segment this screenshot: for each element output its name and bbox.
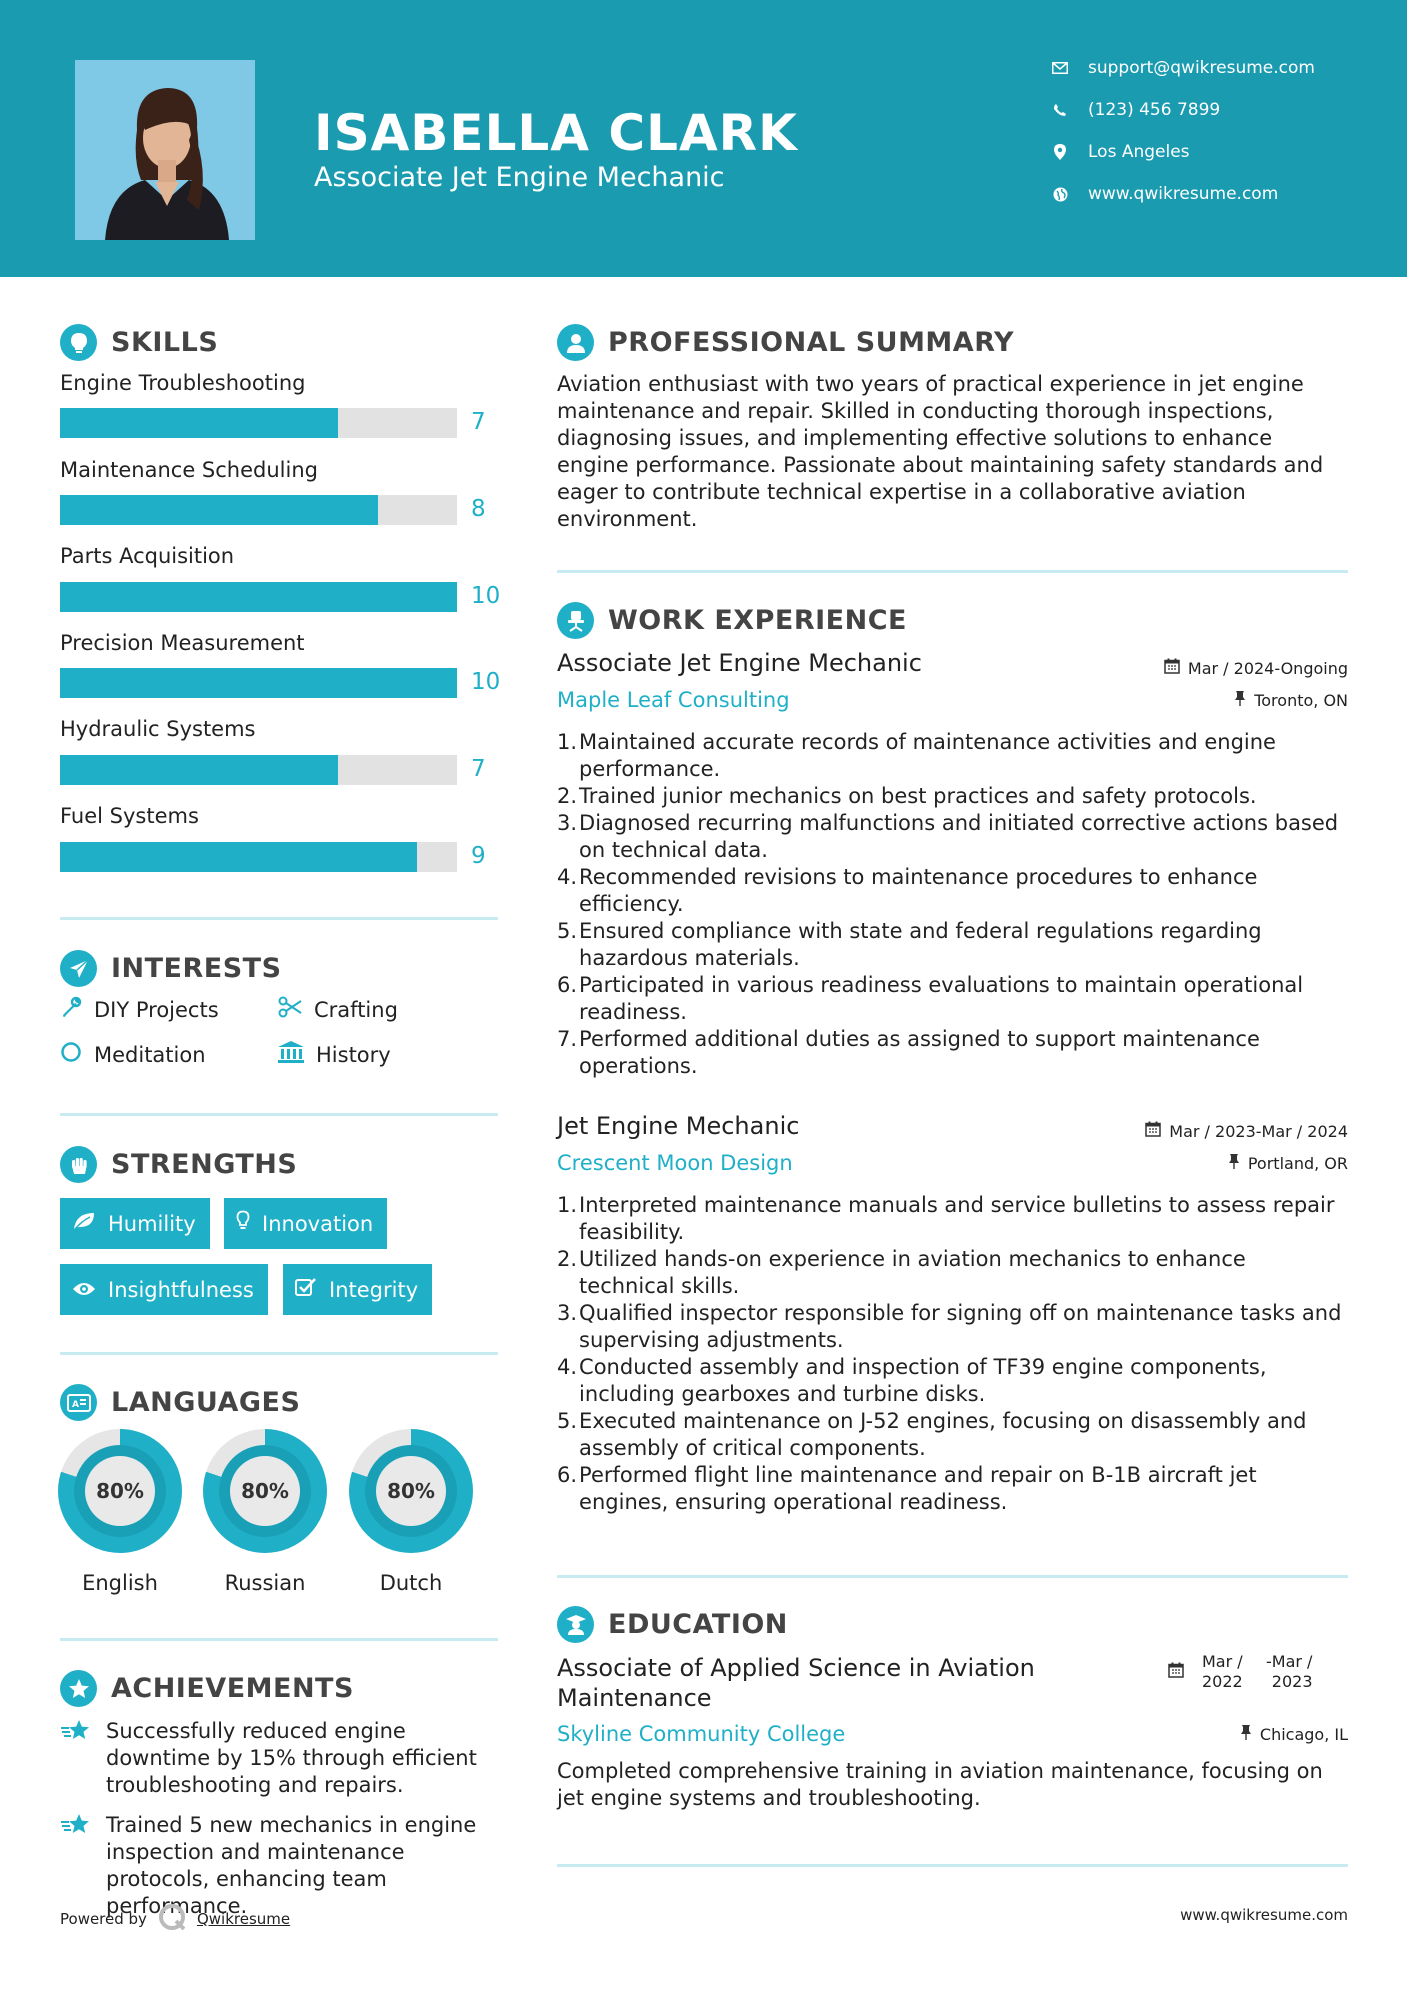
duty-text: Diagnosed recurring malfunctions and initiated corrective actions based on technical data. [579, 811, 1339, 862]
circle-icon [60, 1041, 82, 1068]
summary-title: PROFESSIONAL SUMMARY [608, 327, 1015, 358]
contact-email[interactable] [1050, 58, 1380, 78]
skill-bar-fill [60, 842, 417, 872]
skill-label: Hydraulic Systems [60, 717, 256, 741]
summary-heading [557, 324, 1014, 361]
pushpin-icon [1240, 1724, 1252, 1744]
strength-chip [283, 1264, 432, 1315]
language-name: Russian [224, 1571, 306, 1595]
eye-icon [72, 1278, 96, 1302]
strength-label: Integrity [329, 1277, 419, 1302]
skill-bar-fill [60, 668, 457, 698]
lightbulb-icon [60, 324, 97, 361]
svg-text:A: A [71, 1399, 79, 1410]
strengths-title: STRENGTHS [111, 1149, 298, 1180]
achievement-text: Successfully reduced engine downtime by 15% through efficient troubleshooting and repairs. [106, 1719, 477, 1797]
checkbox-icon [295, 1277, 317, 1302]
skill-label: Engine Troubleshooting [60, 371, 306, 395]
duty-item: 2. Utilized hands-on experience in aviation mechanics to enhance technical skills. [557, 1246, 1347, 1300]
leaf-icon [72, 1211, 96, 1236]
education-date-separator: - [1266, 1652, 1272, 1671]
skills-heading [60, 324, 218, 361]
duty-text: Participated in various readiness evaluations to maintain operational readiness. [579, 973, 1304, 1024]
job-title: Jet Engine Mechanic [557, 1112, 800, 1140]
job-dates [1164, 658, 1348, 678]
education-degree: Associate of Applied Science in Aviation Maintenance [557, 1654, 1035, 1712]
calendar-icon [1168, 1652, 1184, 1683]
paper-plane-icon [60, 950, 97, 987]
job-location [1228, 1153, 1348, 1173]
section-divider [60, 1638, 498, 1641]
skills-title: SKILLS [111, 327, 219, 358]
language-percent: 80% [230, 1456, 300, 1526]
skill-score: 10 [471, 583, 501, 609]
job-company: Maple Leaf Consulting [557, 688, 790, 712]
duty-text: Qualified inspector responsible for signing off on maintenance tasks and supervising adjustments. [579, 1301, 1342, 1352]
strength-label: Insightfulness [108, 1277, 254, 1302]
duty-text: Trained junior mechanics on best practices and safety protocols. [579, 784, 1257, 808]
job-company: Crescent Moon Design [557, 1151, 793, 1175]
duty-text: Maintained accurate records of maintenance activities and engine performance. [579, 730, 1276, 781]
qwikresume-logo-icon [157, 1902, 187, 1936]
duty-text: Interpreted maintenance manuals and service bulletins to assess repair feasibility. [579, 1193, 1335, 1244]
candidate-title: Associate Jet Engine Mechanic [314, 162, 725, 193]
interest-item [60, 996, 219, 1023]
achievements-title: ACHIEVEMENTS [111, 1673, 354, 1704]
skill-score: 10 [471, 669, 501, 695]
job-duties-list [557, 1192, 1347, 1516]
language-percent: 80% [85, 1456, 155, 1526]
envelope-icon [1050, 58, 1070, 78]
skill-bar [60, 668, 457, 698]
experience-heading [557, 602, 907, 639]
job-title: Associate Jet Engine Mechanic [557, 649, 922, 677]
skill-bar-fill [60, 755, 338, 785]
education-heading [557, 1606, 788, 1643]
interest-item [278, 1041, 391, 1068]
pushpin-icon [1234, 690, 1246, 710]
skill-bar [60, 755, 457, 785]
phone-icon [1050, 100, 1070, 120]
strength-chip [60, 1264, 268, 1315]
languages-title: LANGUAGES [111, 1387, 301, 1418]
contact-website-text: www.qwikresume.com [1088, 184, 1279, 204]
duty-item: 3. Diagnosed recurring malfunctions and initiated corrective actions based on technical data. [557, 810, 1347, 864]
duty-item: 4. Conducted assembly and inspection of TF39 engine components, including gearboxes and turbine disks. [557, 1354, 1347, 1408]
skill-bar [60, 495, 457, 525]
footer-website[interactable]: www.qwikresume.com [1180, 1906, 1348, 1924]
summary-text: Aviation enthusiast with two years of practical experience in jet engine maintenance and repair. Skilled in conducting thorough inspections, diagnosing issues, and implementing effective solutions to enhance engine performance. Passionate about maintaining safety standards and eager to contribute technical expertise in a collaborative aviation environment. [557, 372, 1324, 531]
section-divider [557, 570, 1348, 573]
skill-score: 7 [471, 409, 486, 435]
language-name: Dutch [379, 1571, 443, 1595]
language-progress-ring [203, 1429, 327, 1553]
duty-item: 1. Maintained accurate records of maintenance activities and engine performance. [557, 729, 1347, 783]
duty-text: Ensured compliance with state and federal regulations regarding hazardous materials. [579, 919, 1262, 970]
section-divider [60, 917, 498, 920]
duty-text: Performed additional duties as assigned to support maintenance operations. [579, 1027, 1260, 1078]
duty-item: 6. Participated in various readiness evaluations to maintain operational readiness. [557, 972, 1347, 1026]
duty-item: 5. Ensured compliance with state and federal regulations regarding hazardous materials. [557, 918, 1347, 972]
language-card-icon [60, 1384, 97, 1421]
candidate-name: ISABELLA CLARK [314, 104, 798, 162]
education-start-date: Mar / 2022 [1202, 1652, 1243, 1691]
strength-label: Humility [108, 1211, 196, 1236]
duty-text: Utilized hands-on experience in aviation mechanics to enhance technical skills. [579, 1247, 1246, 1298]
language-percent: 80% [376, 1456, 446, 1526]
duty-item: 4. Recommended revisions to maintenance procedures to enhance efficiency. [557, 864, 1347, 918]
interests-title: INTERESTS [111, 953, 282, 984]
fist-icon [60, 1146, 97, 1183]
education-location-text: Chicago, IL [1259, 1724, 1348, 1744]
contact-email-text: support@qwikresume.com [1088, 58, 1315, 78]
duty-item: 7. Performed additional duties as assigned to support maintenance operations. [557, 1026, 1347, 1080]
skill-score: 9 [471, 843, 486, 869]
skill-score: 8 [471, 496, 486, 522]
job-location-text: Portland, OR [1247, 1153, 1348, 1173]
contact-location [1050, 142, 1380, 162]
achievement-text: Trained 5 new mechanics in engine inspection and maintenance protocols, enhancing team performance. [106, 1813, 477, 1918]
skill-label: Fuel Systems [60, 804, 199, 828]
contact-website[interactable] [1050, 184, 1380, 204]
section-divider [60, 1113, 498, 1116]
skill-bar-fill [60, 408, 338, 438]
education-description: Completed comprehensive training in aviation maintenance, focusing on jet engine systems and troubleshooting. [557, 1759, 1323, 1810]
education-end-date: Mar / 2023 [1271, 1652, 1313, 1691]
resume-header [0, 0, 1407, 277]
skill-bar-fill [60, 582, 457, 612]
lightbulb-outline-icon [236, 1210, 250, 1237]
interest-item [278, 996, 398, 1023]
user-icon [557, 324, 594, 361]
section-divider [557, 1864, 1348, 1867]
skill-bar [60, 842, 457, 872]
interest-item [60, 1041, 206, 1068]
strength-label: Innovation [262, 1211, 374, 1236]
scissors-icon [278, 996, 302, 1023]
skill-score: 7 [471, 756, 486, 782]
location-pin-icon [1050, 142, 1070, 162]
calendar-icon [1164, 658, 1180, 678]
qwikresume-link[interactable]: Qwikresume [196, 1910, 291, 1928]
duty-text: Executed maintenance on J-52 engines, focusing on disassembly and assembly of critical components. [579, 1409, 1307, 1460]
language-item [349, 1429, 473, 1595]
duty-item: 6. Performed flight line maintenance and repair on B-1B aircraft jet engines, ensuring operational readiness. [557, 1462, 1347, 1516]
interest-label: Meditation [94, 1042, 206, 1067]
strength-chip [224, 1198, 387, 1249]
graduate-icon [557, 1606, 594, 1643]
pushpin-icon [1228, 1153, 1240, 1173]
job-dates-text: Mar / 2023-Mar / 2024 [1169, 1121, 1348, 1141]
job-dates [1145, 1121, 1348, 1141]
shooting-star-icon [60, 1718, 92, 1799]
duty-text: Conducted assembly and inspection of TF39 engine components, including gearboxes and turbine disks. [579, 1355, 1267, 1406]
powered-by[interactable] [60, 1902, 290, 1936]
globe-icon [1050, 184, 1070, 204]
language-progress-ring [349, 1429, 473, 1553]
achievements-heading [60, 1670, 354, 1707]
interests-heading [60, 950, 282, 987]
language-progress-ring [58, 1429, 182, 1553]
education-end-group [1266, 1652, 1318, 1692]
contact-phone-text: (123) 456 7899 [1088, 100, 1221, 120]
job-duties-list [557, 729, 1347, 1080]
duty-item: 2. Trained junior mechanics on best practices and safety protocols. [557, 783, 1347, 810]
profile-photo [75, 60, 255, 240]
job-location-text: Toronto, ON [1254, 690, 1348, 710]
education-title: EDUCATION [608, 1609, 788, 1640]
interest-label: History [316, 1042, 391, 1067]
wrench-icon [60, 996, 82, 1023]
duty-text: Recommended revisions to maintenance procedures to enhance efficiency. [579, 865, 1258, 916]
skill-bar-fill [60, 495, 378, 525]
job-dates-text: Mar / 2024-Ongoing [1187, 658, 1348, 678]
achievement-item [60, 1718, 500, 1799]
powered-by-text: Powered by [60, 1910, 147, 1928]
duty-text: Performed flight line maintenance and repair on B-1B aircraft jet engines, ensuring operational readiness. [579, 1463, 1257, 1514]
skill-bar [60, 582, 457, 612]
office-chair-icon [557, 602, 594, 639]
duty-item: 1. Interpreted maintenance manuals and service bulletins to assess repair feasibility. [557, 1192, 1347, 1246]
skill-label: Maintenance Scheduling [60, 458, 318, 482]
strength-chip [60, 1198, 210, 1249]
education-school: Skyline Community College [557, 1722, 846, 1746]
education-location [1240, 1724, 1348, 1744]
duty-item: 5. Executed maintenance on J-52 engines, focusing on disassembly and assembly of critical components. [557, 1408, 1347, 1462]
section-divider [557, 1575, 1348, 1578]
strengths-heading [60, 1146, 297, 1183]
language-name: English [82, 1571, 158, 1595]
skill-bar [60, 408, 457, 438]
skill-label: Parts Acquisition [60, 544, 235, 568]
duty-item: 3. Qualified inspector responsible for signing off on maintenance tasks and supervising adjustments. [557, 1300, 1347, 1354]
job-location [1234, 690, 1348, 710]
interest-label: Crafting [314, 997, 398, 1022]
contact-location-text: Los Angeles [1088, 142, 1190, 162]
contact-phone[interactable] [1050, 100, 1380, 120]
experience-title: WORK EXPERIENCE [608, 605, 907, 636]
profile-photo-illustration [75, 60, 255, 240]
section-divider [60, 1352, 498, 1355]
language-item [58, 1429, 182, 1595]
interest-label: DIY Projects [94, 997, 219, 1022]
star-badge-icon [60, 1670, 97, 1707]
museum-icon [278, 1041, 304, 1068]
calendar-icon [1145, 1121, 1161, 1141]
education-dates [1168, 1652, 1318, 1692]
language-item [203, 1429, 327, 1595]
skill-label: Precision Measurement [60, 631, 305, 655]
languages-heading [60, 1384, 300, 1421]
